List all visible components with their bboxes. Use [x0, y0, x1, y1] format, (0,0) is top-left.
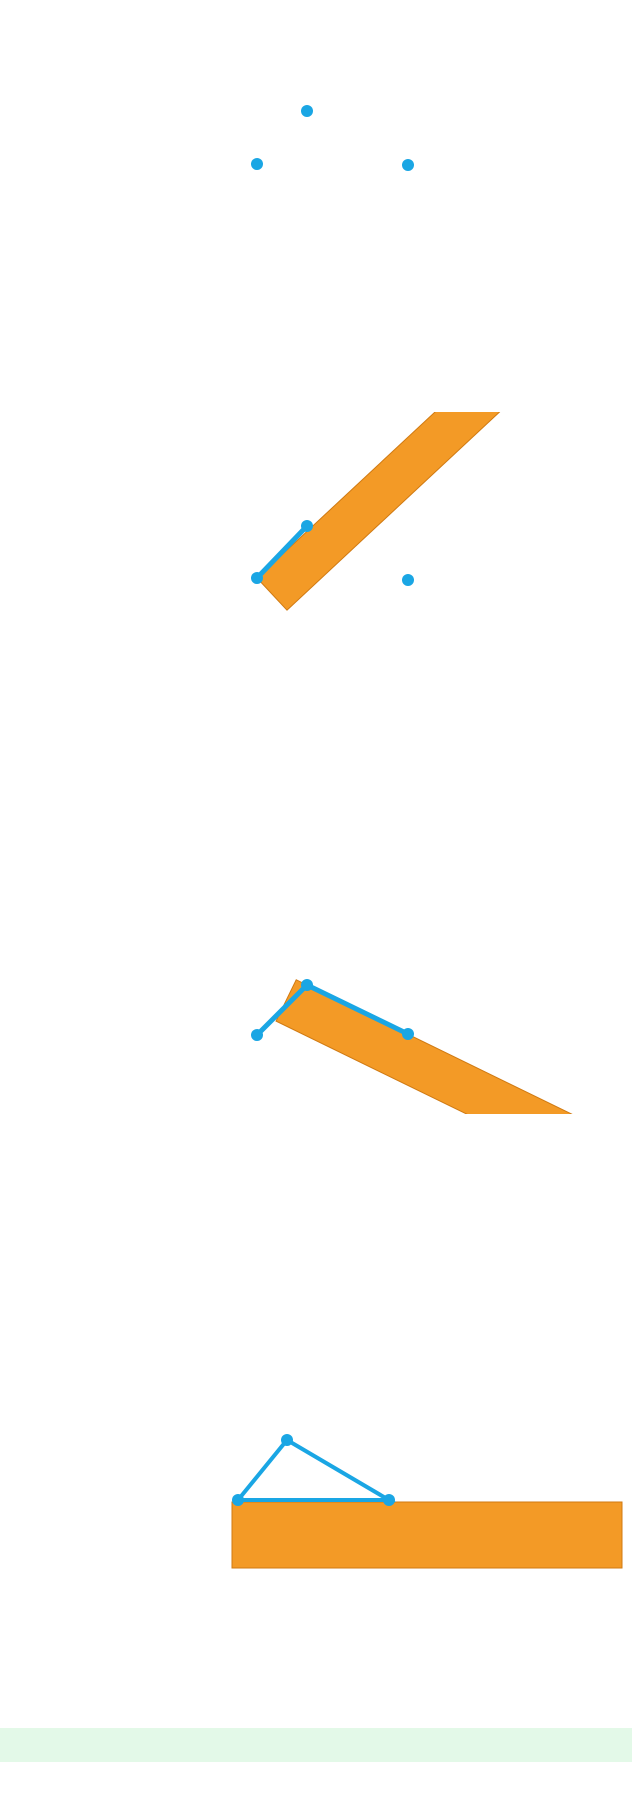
ruler-body	[276, 980, 584, 1154]
answer-box	[0, 1728, 632, 1762]
point-a	[301, 520, 313, 532]
ruler-body	[257, 412, 506, 610]
point-k	[402, 159, 414, 171]
point-m	[251, 158, 263, 170]
watermark-strip	[0, 285, 632, 325]
point-k	[383, 1494, 395, 1506]
ruler-body	[232, 1502, 622, 1568]
point-m	[251, 1029, 263, 1041]
point-a	[281, 1434, 293, 1446]
point-m	[251, 572, 263, 584]
point-k	[402, 574, 414, 586]
triangle-mak	[238, 1440, 389, 1500]
figure-ruler-ma	[0, 412, 632, 682]
point-a	[301, 105, 313, 117]
figure-ruler-ak	[0, 872, 632, 1154]
point-a	[301, 979, 313, 991]
point-m	[232, 1494, 244, 1506]
point-k	[402, 1028, 414, 1040]
figure-points	[0, 0, 632, 270]
figure-ruler-mk	[0, 1340, 632, 1630]
